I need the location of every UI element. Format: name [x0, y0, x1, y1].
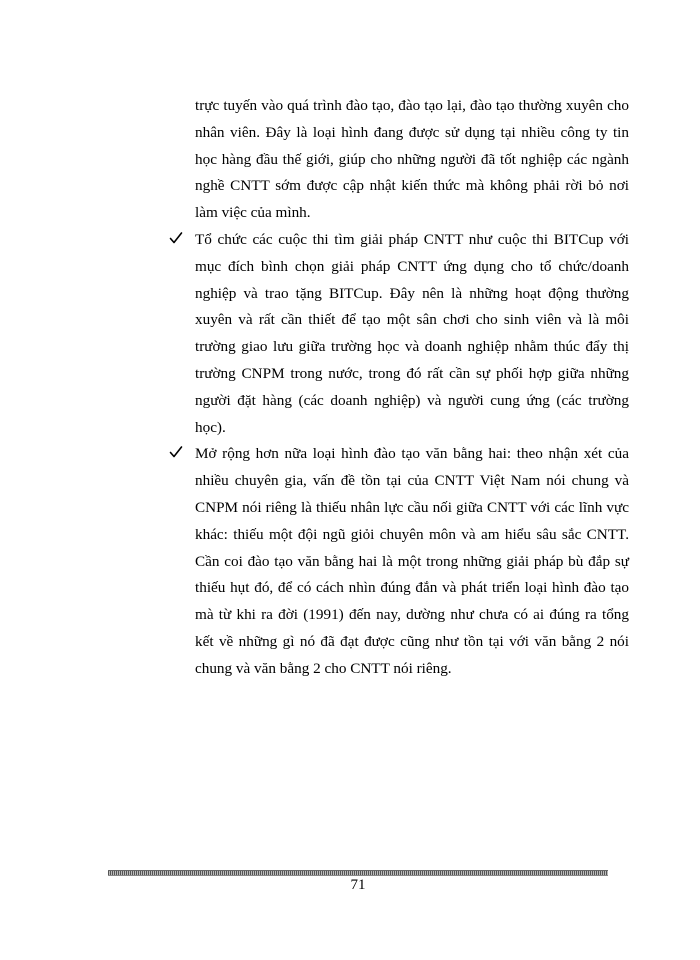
checkmark-icon	[169, 445, 183, 459]
footer-divider	[108, 870, 608, 876]
bullet-text: Tổ chức các cuộc thi tìm giải pháp CNTT như cuộc thi BITCup với mục đích bình chọn giải pháp CNTT ứng dụng cho tổ chức/doanh nghiệp và trao tặng BITCup. Đây nên là những hoạt động thường xuyên và rất cần thiết để tạo một sân chơi cho sinh viên và là môi trường giao lưu giữa trường học và doanh nghiệp nhằm thúc đẩy thị trường CNPM trong nước, trong đó rất cần sự phối hợp giữa những người đặt hàng (các doanh nghiệp) và người cung ứng (các trường học).	[195, 230, 629, 436]
bullet-text: Mở rộng hơn nữa loại hình đào tạo văn bằng hai: theo nhận xét của nhiều chuyên gia, vấn đề tồn tại của CNTT Việt Nam nói chung và CNPM nói riêng là thiếu nhân lực cầu nối giữa CNTT với các lĩnh vực khác: thiếu một đội ngũ giỏi chuyên môn và am hiểu sâu sắc CNTT. Cần coi đào tạo văn bằng hai là một trong những giải pháp bù đắp sự thiếu hụt đó, để có cách nhìn đúng đắn và phát triển loại hình đào tạo mà từ khi ra đời (1991) đến nay, dường như chưa có ai đúng ra tổng kết về những gì nó đã đạt được cũng như tồn tại với văn bằng 2 nói chung và văn bằng 2 cho CNTT nói riêng.	[195, 445, 629, 677]
continuation-paragraph: trực tuyến vào quá trình đào tạo, đào tạo lại, đào tạo thường xuyên cho nhân viên. Đây là loại hình đang được sử dụng tại nhiều công ty tin học hàng đầu thế giới, giúp cho những người đã tốt nghiệp các ngành nghề CNTT sớm được cập nhật kiến thức mà không phải rời bỏ nơi làm việc của mình.	[195, 97, 629, 222]
bullet-item-bitcup	[195, 227, 629, 441]
bullet-item-second-degree	[195, 441, 629, 682]
checkmark-icon	[169, 231, 183, 245]
page-number: 71	[350, 877, 366, 893]
body-text	[195, 93, 629, 683]
